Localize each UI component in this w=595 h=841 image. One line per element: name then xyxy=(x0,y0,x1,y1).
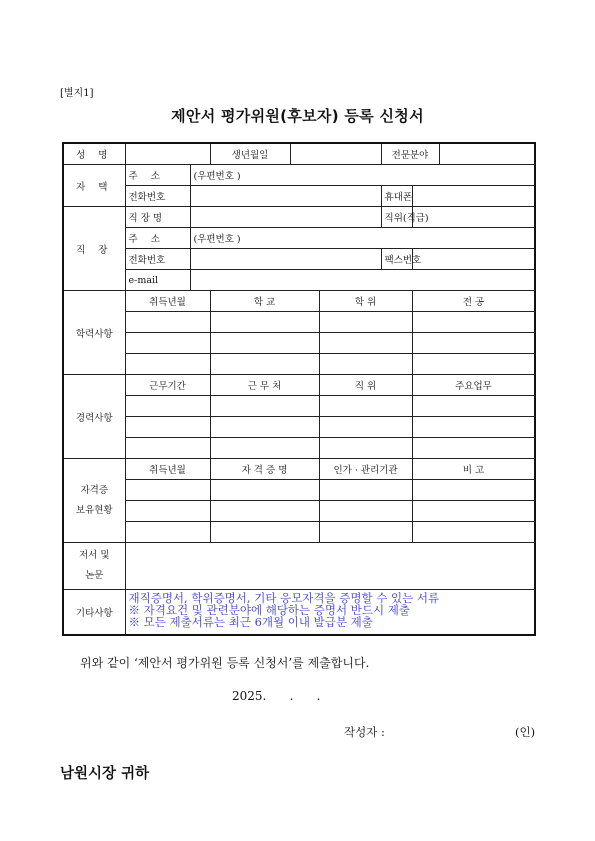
home-address-label: 주 소 xyxy=(125,165,190,186)
career-header-period: 근무기간 xyxy=(125,375,210,396)
books-field[interactable] xyxy=(125,543,535,590)
application-form-table xyxy=(62,142,536,636)
other-label: 기타사항 xyxy=(63,590,125,636)
license-row xyxy=(63,480,535,501)
form-title: 제안서 평가위원(후보자) 등록 신청서 xyxy=(171,107,424,125)
home-label: 자 택 xyxy=(63,165,125,207)
license-label: 자격증 보유현황 xyxy=(63,459,125,543)
work-address-label: 주 소 xyxy=(125,228,190,249)
education-header-degree: 학 위 xyxy=(319,291,412,312)
home-mobile-label: 휴대폰 xyxy=(381,186,412,207)
license-row xyxy=(63,501,535,522)
birth-field[interactable] xyxy=(290,143,381,165)
career-header-workplace: 근 무 처 xyxy=(210,375,319,396)
home-phone-label: 전화번호 xyxy=(125,186,190,207)
work-name-label: 직 장 명 xyxy=(125,207,190,228)
license-header-authority: 인가 · 관리기관 xyxy=(319,459,412,480)
work-fax-label: 팩스번호 xyxy=(381,249,412,270)
work-name-field[interactable] xyxy=(190,207,381,228)
education-header-date: 취득년월 xyxy=(125,291,210,312)
name-row xyxy=(63,143,535,165)
home-phone-field[interactable] xyxy=(190,186,381,207)
note-line: ※ 자격요건 및 관련분야에 해당하는 증명서 반드시 제출 xyxy=(128,603,410,617)
work-email-field[interactable] xyxy=(190,270,535,291)
education-label: 학력사항 xyxy=(63,291,125,375)
work-phone-field[interactable] xyxy=(190,249,381,270)
writer-label: 작성자 : xyxy=(344,725,385,739)
date-line: 2025. . . xyxy=(232,689,321,703)
name-label: 성 명 xyxy=(63,143,125,165)
work-position-label: 직위(직급) xyxy=(381,207,412,228)
education-header-major: 전 공 xyxy=(412,291,535,312)
career-header-position: 직 위 xyxy=(319,375,412,396)
work-email-label: e-mail xyxy=(125,270,190,291)
education-row xyxy=(63,333,535,354)
license-header-name: 자 격 증 명 xyxy=(210,459,319,480)
seal-label: (인) xyxy=(515,725,536,739)
career-header-duties: 주요업무 xyxy=(412,375,535,396)
field-label: 전문분야 xyxy=(381,143,439,165)
books-label: 저서 및 논문 xyxy=(63,543,125,590)
work-label: 직 장 xyxy=(63,207,125,291)
field-field[interactable] xyxy=(439,143,535,165)
note-line: ※ 모든 제출서류는 최근 6개월 이내 발급분 제출 xyxy=(128,615,373,629)
addressee: 남원시장 귀하 xyxy=(60,766,150,782)
other-notes xyxy=(125,590,535,636)
work-address-field[interactable]: (우편번호 ) xyxy=(190,228,535,249)
work-phone-label: 전화번호 xyxy=(125,249,190,270)
education-row xyxy=(63,312,535,333)
career-row xyxy=(63,438,535,459)
work-position-field[interactable] xyxy=(412,207,535,228)
note-line: 재직증명서, 학위증명서, 기타 응모자격을 증명할 수 있는 서류 xyxy=(128,591,440,605)
license-header-remarks: 비 고 xyxy=(412,459,535,480)
career-row xyxy=(63,396,535,417)
license-header-date: 취득년월 xyxy=(125,459,210,480)
annex-label: [별지1] xyxy=(60,88,94,99)
home-address-field[interactable]: (우편번호 ) xyxy=(190,165,535,186)
work-fax-field[interactable] xyxy=(412,249,535,270)
education-row xyxy=(63,354,535,375)
career-row xyxy=(63,417,535,438)
name-field[interactable] xyxy=(125,143,210,165)
home-mobile-field[interactable] xyxy=(412,186,535,207)
birth-label: 생년월일 xyxy=(210,143,290,165)
education-header-school: 학 교 xyxy=(210,291,319,312)
career-label: 경력사항 xyxy=(63,375,125,459)
license-row xyxy=(63,522,535,543)
declaration-text: 위와 같이 ‘제안서 평가위원 등록 신청서’를 제출합니다. xyxy=(80,656,370,670)
